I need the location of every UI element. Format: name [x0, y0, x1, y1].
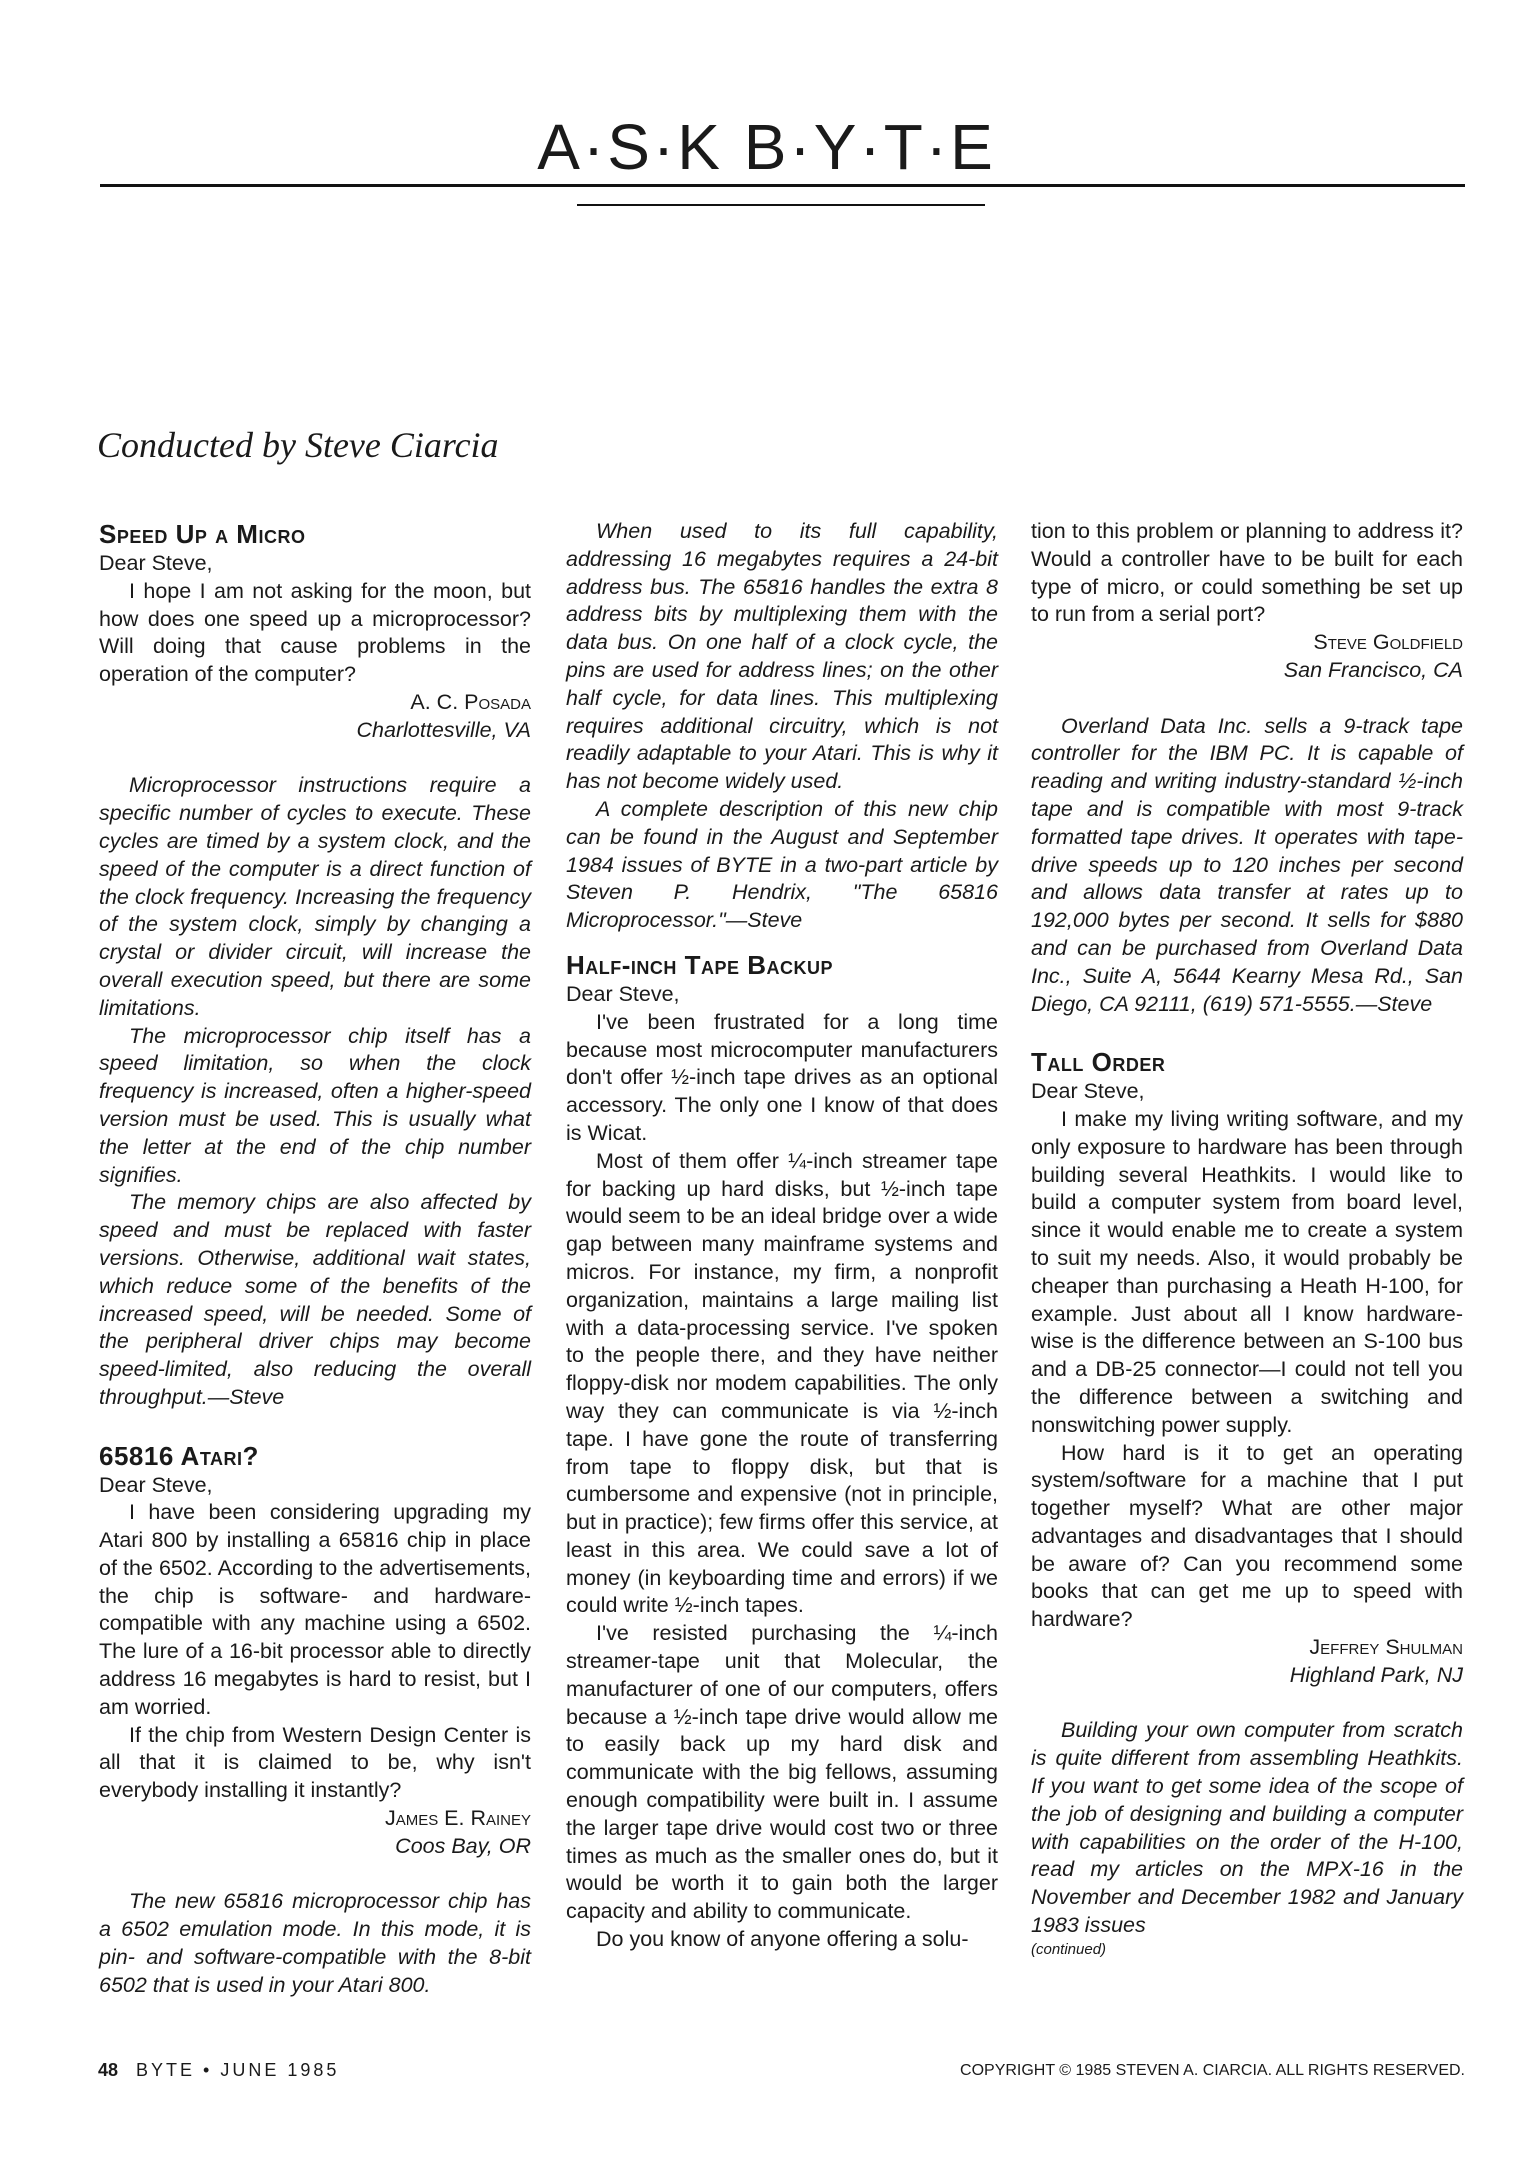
letter-text: Dear Steve, — [99, 551, 213, 575]
letter-paragraph: I've resisted purchasing the ¼-inch streamer-tape unit that Molecular, the manufacturer of one of our computers, offers because a ½-inch tape drive would allow me to easily back up my hard disk and communicate with the big fellows, assuming enough compatibility were built in. I assume the larger tape drive would cost two or three times as much as the smaller ones do, but it would be worth it to gain both the larger capacity and ability to communicate. — [566, 1621, 998, 1924]
answer-paragraph: Building your own computer from scratch is quite different from assembling Heathkits. If you want to get some idea of the scope of the job of designing and building a computer with capabilities on the order of the H-100, read my articles on the MPX-16 in the November and December 1982 and January 1983 issues — [1031, 1718, 1463, 1938]
answer-paragraph: The microprocessor chip itself has a speed limitation, so when the clock frequency is increased, often a higher-speed version must be used. This is usually what the letter at the end of the chip number signifies. — [99, 1023, 531, 1187]
column-3 — [1031, 518, 1463, 1960]
letter-signature: A. C. Posada — [410, 689, 531, 714]
answer-paragraph: Overland Data Inc. sells a 9-track tape controller for the IBM PC. It is capable of reading and writing industry-standard ½-inch tape and is compatible with most 9-track formatted tape drives. It operates with tape-drive speeds up to 120 inches per second and allows data transfer at rates up to 192,000 bytes per second. It sells for $880 and can be purchased from Overland Data Inc., Suite A, 5644 Kearny Mesa Rd., San Diego, CA 92111, (619) 571-5555.—Steve — [1031, 713, 1463, 1016]
spacer — [99, 745, 531, 773]
answer-paragraph: The new 65816 microprocessor chip has a 6502 emulation mode. In this mode, it is pin- and software-compatible with the 8-bit 6502 that is used in your Atari 800. — [99, 1889, 531, 1997]
column-2 — [566, 518, 998, 1954]
answer-paragraph: A complete description of this new chip can be found in the August and September 1984 issues of BYTE in a two-part article by Steven P. Hendrix, "The 65816 Microprocessor."—Steve — [566, 796, 998, 933]
letter-paragraph: I make my living writing software, and my only exposure to hardware has been through building several Heathkits. I would like to build a computer system from board level, since it would enable me to create a system to suit my needs. Also, it would probably be cheaper than purchasing a Heath H-100, for example. Just about all I know hardware-wise is the difference between an S-100 bus and a DB-25 connector—I could not tell you the difference between a switching and nonswitching power supply. — [1031, 1106, 1463, 1437]
letter-location: Highland Park, NJ — [1289, 1662, 1463, 1687]
letter-signature: Steve Goldfield — [1313, 630, 1463, 655]
letter-location: San Francisco, CA — [1283, 657, 1463, 682]
letter-text: Dear Steve, — [566, 981, 680, 1006]
letter-signature: Jeffrey Shulman — [1309, 1635, 1463, 1660]
page-number: 48 — [98, 2060, 119, 2080]
spacer — [1031, 1690, 1463, 1718]
column-1 — [99, 518, 531, 2000]
copyright-notice: COPYRIGHT © 1985 STEVEN A. CIARCIA. ALL RIGHTS RESERVED. — [960, 2062, 1465, 2079]
letter-signature: James E. Rainey — [384, 1806, 531, 1831]
letter-paragraph: Do you know of anyone offering a solu- — [596, 1927, 969, 1952]
letter-paragraph: How hard is it to get an operating system/software for a machine that I put together myself? What are other major advantages and disadvantages that I should be aware of? Can you recommend some books that can get me up to speed with hardware? — [1031, 1440, 1463, 1632]
letter-paragraph: If the chip from Western Design Center is all that it is claimed to be, why isn't everybody installing it instantly? — [99, 1722, 531, 1803]
issue-label: BYTE • JUNE 1985 — [136, 2060, 340, 2080]
section-heading: Half-inch Tape Backup — [566, 949, 834, 980]
title-rule — [100, 184, 1465, 187]
spacer — [99, 1861, 531, 1889]
spacer — [99, 1412, 531, 1440]
footer-folio — [98, 2060, 339, 2081]
letter-location: Coos Bay, OR — [395, 1833, 531, 1858]
letter-text: Dear Steve, — [1031, 1079, 1145, 1104]
answer-paragraph: When used to its full capability, addressing 16 megabytes requires a 24-bit address bus. The 65816 handles the extra 8 address bits by multiplexing them with the data bus. On one half of a clock cycle, the pins are used for address lines; on the other half cycle, for data lines. This multiplexing requires additional circuitry, which is not readily adaptable to your Atari. This is why it has not become widely used. — [566, 519, 998, 794]
letter-location: Charlottesville, VA — [356, 717, 531, 742]
letter-paragraph: I have been considering upgrading my Atari 800 by installing a 65816 chip in place of the 6502. According to the advertisements, the chip is software- and hardware-compatible with any machine using a 6502. The lure of a 16-bit processor able to directly address 16 megabytes is hard to resist, but I am worried. — [99, 1500, 531, 1719]
section-heading: 65816 Atari? — [99, 1440, 259, 1471]
letter-paragraph: Most of them offer ¼-inch streamer tape for backing up hard disks, but ½-inch tape would seem to be an ideal bridge over a wide gap between many mainframe systems and micros. For instance, my firm, a nonprofit organization, maintains a large mailing list with a data-processing service. I've spoken to the people there, and they have neither floppy-disk nor modem capabilities. The only way they can communicate is via ½-inch tape. I have gone the route of transferring from tape to floppy disk, but that is cumbersome and expensive (not in principle, but in practice); few firms offer this service, at least in this area. We could save a lot of money (in keyboarding time and errors) if we could write ½-inch tapes. — [566, 1148, 998, 1618]
letter-text: tion to this problem or planning to address it? Would a controller have to be built for each type of micro, or could something be set up to run from a serial port? — [1031, 519, 1463, 627]
answer-paragraph: Microprocessor instructions require a specific number of cycles to execute. These cycles are timed by a system clock, and the speed of the computer is a direct function of the clock frequency. Increasing the frequency of the system clock, simply by changing a crystal or divider circuit, will increase the overall execution speed, but there are some limitations. — [99, 773, 531, 1020]
spacer — [566, 935, 998, 949]
spacer — [1031, 685, 1463, 713]
byline: Conducted by Steve Ciarcia — [97, 425, 499, 465]
spacer — [1031, 1018, 1463, 1046]
continued-note: (continued) — [1031, 1940, 1107, 1958]
section-heading: Tall Order — [1031, 1047, 1166, 1078]
letter-text: Dear Steve, — [99, 1472, 213, 1497]
section-heading: Speed Up a Micro — [99, 519, 306, 549]
page-title: A·S·K B·Y·T·E — [537, 111, 996, 183]
title-underline — [577, 204, 985, 206]
answer-paragraph: The memory chips are also affected by speed and must be replaced with faster versions. Otherwise, additional wait states, which reduce some of the benefits of the increased speed, will be needed. Some of the peripheral driver chips may become speed-limited, also reducing the overall throughput.—Steve — [99, 1190, 531, 1409]
letter-paragraph: I hope I am not asking for the moon, but how does one speed up a microprocessor? Will doing that cause problems in the operation of the computer? — [99, 578, 531, 687]
letter-paragraph: I've been frustrated for a long time because most microcomputer manufacturers don't offer ½-inch tape drives as an optional accessory. The only one I know of that does is Wicat. — [566, 1009, 998, 1145]
